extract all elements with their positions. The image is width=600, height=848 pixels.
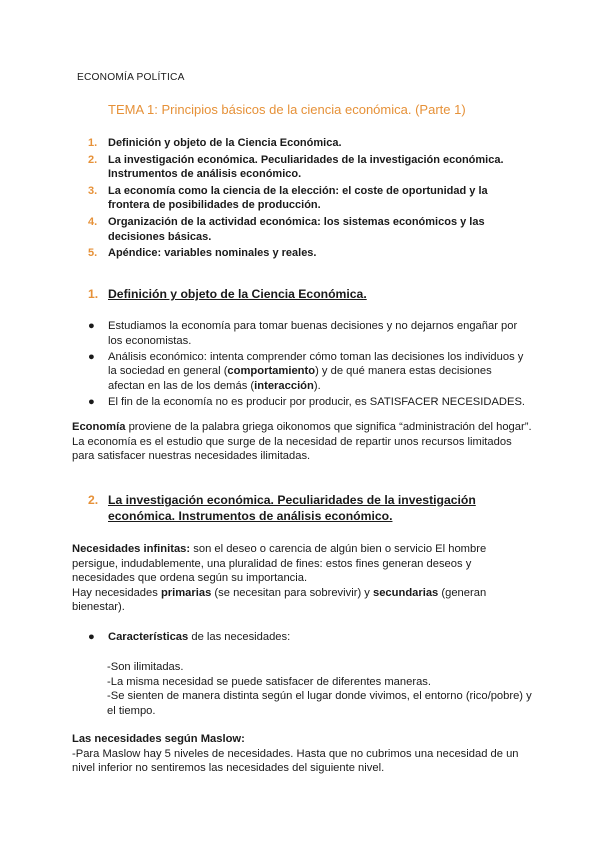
bold-term: primarias	[160, 586, 212, 599]
bullet-icon: ●	[88, 350, 95, 363]
toc-number: 5.	[88, 247, 98, 260]
toc-text: La economía como la ciencia de la elección: el coste de oportunidad y la frontera de posibilidades de producción.	[108, 185, 488, 212]
bullet-text: de las necesidades:	[188, 631, 291, 643]
bullet-icon: ●	[88, 631, 95, 643]
paragraph-text: (generan bienestar).	[72, 586, 487, 614]
paragraph-text: Hay necesidades	[72, 586, 161, 599]
bullet-text: Análisis económico: intenta comprender cómo toman las decisiones los individuos y la sociedad en general (	[108, 350, 524, 378]
bold-term: interacción	[254, 379, 314, 392]
bullet-icon: ●	[88, 320, 95, 332]
section-2-heading	[88, 492, 498, 524]
list-item: -La misma necesidad se puede satisfacer de diferentes maneras.	[107, 675, 431, 688]
toc-item	[88, 246, 518, 260]
paragraph-text: son el deseo o carencia de algún bien o servicio El hombre persigue, indudablemente, una pluralidad de fines: estos fines generan deseos y necesidades que ordena según su importancia.	[72, 543, 487, 585]
section-title: La investigación económica. Peculiaridades de la investigación económica. Instrumentos de análisis económico.	[108, 493, 476, 523]
course-header: ECONOMÍA POLÍTICA	[77, 72, 185, 83]
bullet-text: ).	[313, 379, 321, 392]
bold-term: Economía	[72, 421, 126, 433]
bold-term: Necesidades infinitas:	[72, 543, 191, 555]
toc-item	[88, 136, 518, 150]
paragraph-text: -Para Maslow hay 5 niveles de necesidades. Hasta que no cubrimos una necesidad de un nivel inferior no sentiremos las necesidades del siguiente nivel.	[72, 747, 519, 775]
maslow-paragraph	[72, 732, 532, 776]
table-of-contents	[88, 136, 518, 263]
bullet-text: ) y de qué manera estas decisiones afectan en las de los demás (	[108, 365, 492, 392]
toc-text: Apéndice: variables nominales y reales.	[108, 247, 317, 260]
paragraph-text: (se necesitan para sobrevivir) y	[211, 586, 373, 599]
list-item: -Son ilimitadas.	[107, 661, 184, 673]
bullet-text: Estudiamos la economía para tomar buenas decisiones y no dejarnos engañar por los economistas.	[108, 320, 518, 347]
toc-text: Organización de la actividad económica: los sistemas económicos y las decisiones básicas.	[108, 216, 485, 243]
toc-text: La investigación económica. Peculiaridades de la investigación económica. Instrumentos de análisis económico.	[108, 153, 504, 181]
section-number: 2.	[88, 493, 99, 507]
bullet-icon: ●	[88, 395, 95, 408]
economia-definition	[72, 420, 532, 464]
necesidades-paragraph	[72, 542, 532, 615]
toc-text: Definición y objeto de la Ciencia Económica.	[108, 137, 342, 149]
characteristics-list	[107, 660, 537, 718]
toc-number: 3.	[88, 185, 98, 197]
section-1-heading	[88, 286, 498, 302]
list-item	[88, 395, 528, 410]
toc-item	[88, 184, 518, 213]
toc-item	[88, 215, 518, 244]
bold-term: secundarias	[372, 586, 439, 599]
toc-number: 2.	[88, 153, 98, 166]
toc-number: 1.	[88, 137, 98, 149]
page-title: TEMA 1: Principios básicos de la ciencia económica. (Parte 1)	[108, 102, 466, 117]
section-2-bullets	[88, 630, 528, 646]
list-item	[88, 319, 528, 348]
list-item: -Se sienten de manera distinta según el lugar donde vivimos, el entorno (rico/pobre) y el tiempo.	[107, 690, 532, 717]
section-1-bullets	[88, 319, 528, 411]
toc-number: 4.	[88, 216, 98, 229]
list-item	[88, 350, 528, 394]
bold-term: comportamiento	[227, 365, 316, 378]
section-title: Definición y objeto de la Ciencia Económica.	[108, 287, 367, 301]
bullet-text: El fin de la economía no es producir por producir, es SATISFACER NECESIDADES.	[108, 395, 526, 408]
section-number: 1.	[88, 287, 99, 301]
bold-term: Características	[108, 631, 189, 643]
list-item	[88, 630, 528, 645]
toc-item	[88, 153, 518, 182]
paragraph-text: proviene de la palabra griega oikonomos que significa “administración del hogar”. La economía es el estudio que surge de la necesidad de repartir unos recursos limitados para satisfacer nuestras necesidades ilimitadas.	[72, 421, 532, 463]
subheading: Las necesidades según Maslow:	[72, 733, 245, 745]
